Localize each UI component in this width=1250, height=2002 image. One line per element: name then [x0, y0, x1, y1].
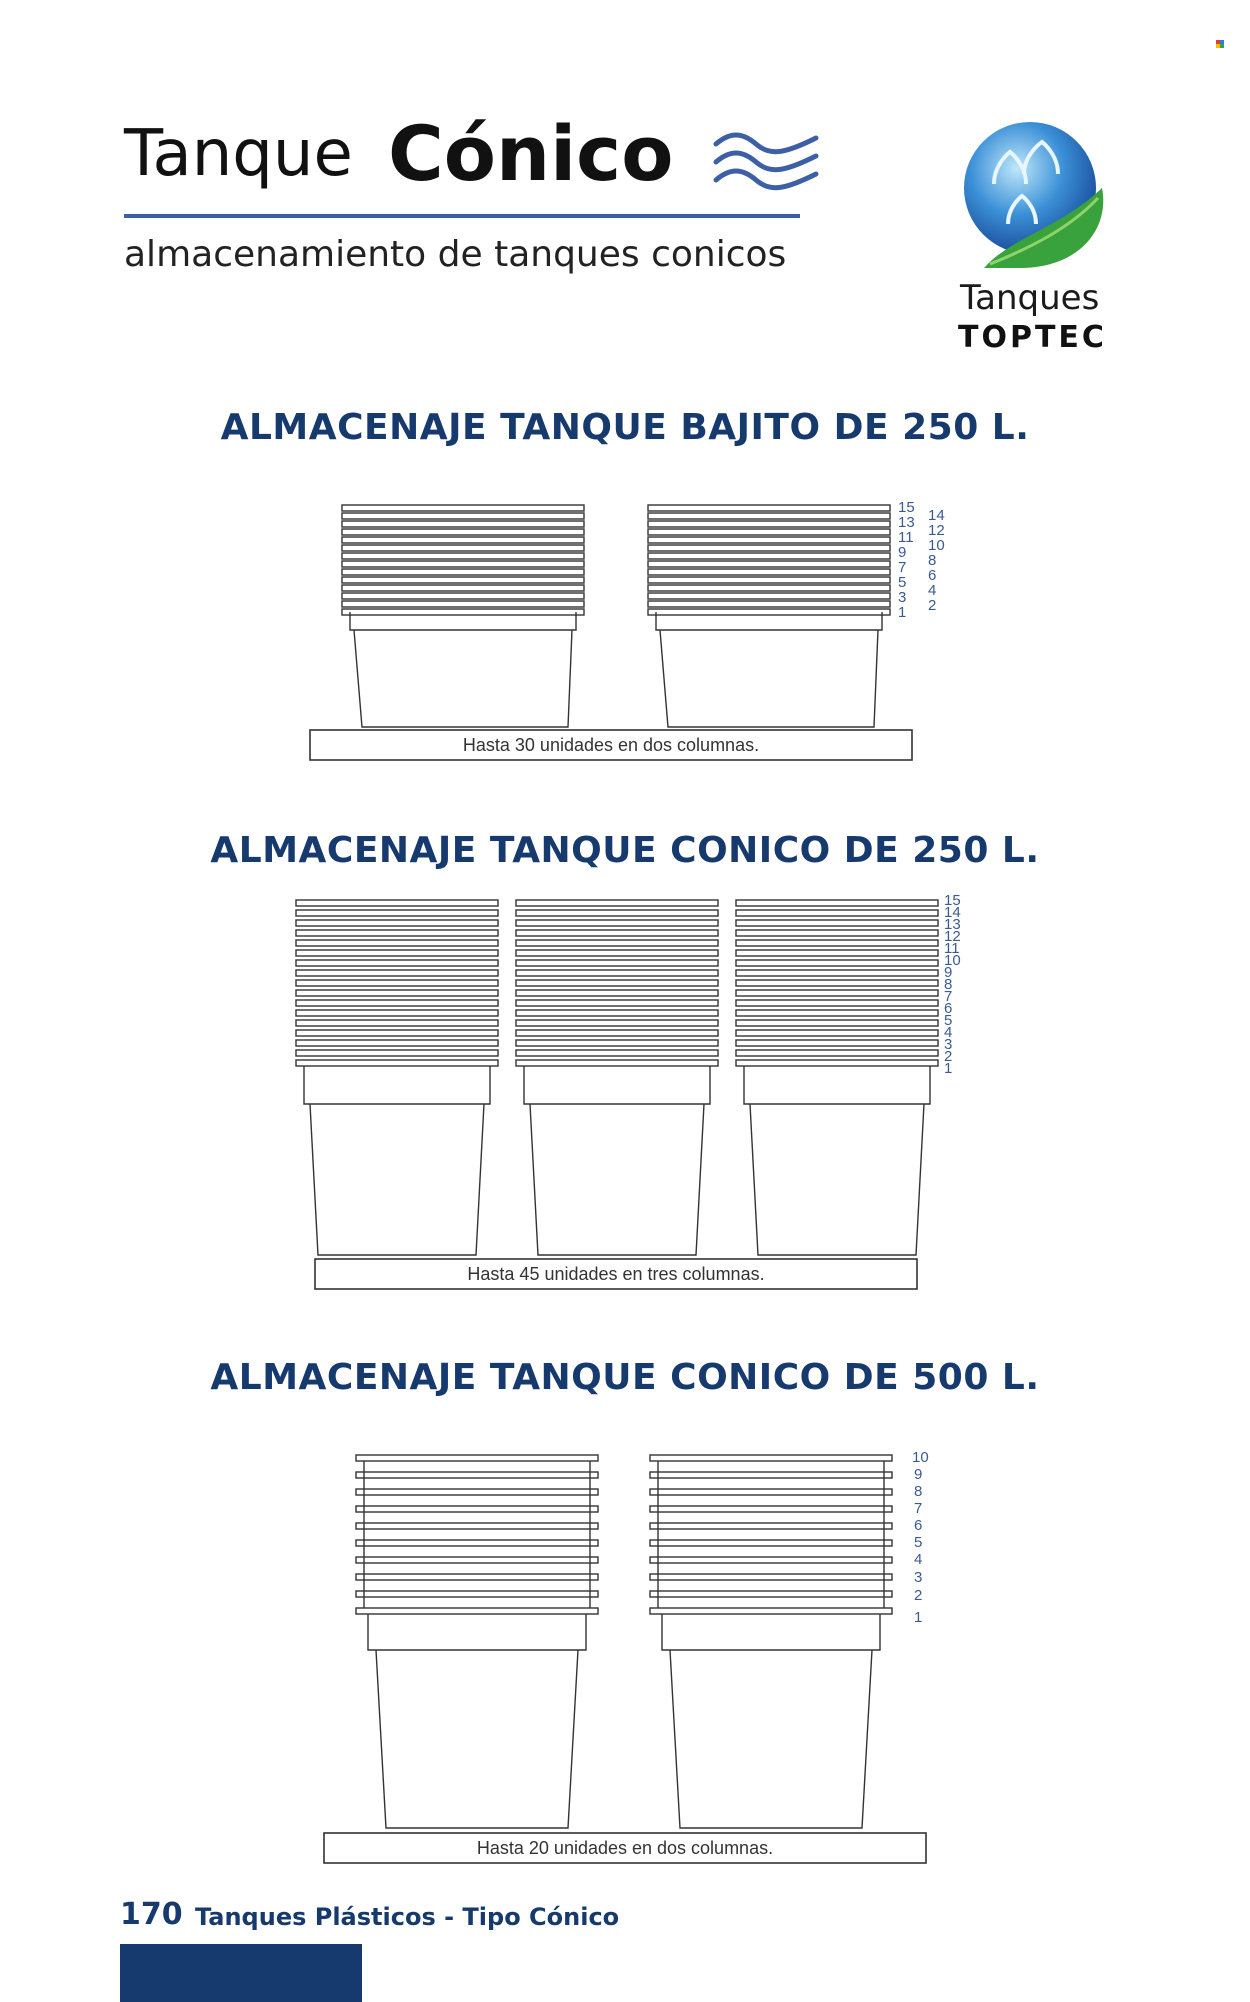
footer-color-bar [120, 1944, 362, 2002]
svg-text:1: 1 [914, 1609, 923, 1626]
caption-conico-500: Hasta 20 unidades en dos columnas. [476, 1838, 774, 1858]
svg-text:12: 12 [928, 522, 945, 539]
svg-text:15: 15 [898, 499, 915, 516]
svg-text:7: 7 [944, 988, 953, 1005]
svg-text:5: 5 [914, 1534, 923, 1551]
svg-text:8: 8 [944, 976, 953, 993]
svg-text:5: 5 [898, 574, 907, 591]
svg-text:3: 3 [914, 1569, 923, 1586]
svg-text:5: 5 [944, 1012, 953, 1029]
svg-text:2: 2 [928, 597, 937, 614]
svg-text:11: 11 [944, 940, 960, 957]
svg-text:10: 10 [928, 537, 945, 554]
svg-text:9: 9 [898, 544, 907, 561]
svg-text:4: 4 [928, 582, 937, 599]
svg-text:10: 10 [944, 952, 961, 969]
svg-text:4: 4 [914, 1551, 923, 1568]
svg-text:1: 1 [944, 1060, 953, 1077]
svg-text:13: 13 [944, 916, 961, 933]
svg-text:14: 14 [944, 904, 961, 921]
svg-text:9: 9 [944, 964, 953, 981]
logo-word-toptec: TOPTEC [958, 320, 1107, 355]
svg-text:11: 11 [898, 529, 914, 546]
svg-text:8: 8 [928, 552, 937, 569]
section-title-conico-250: ALMACENAJE TANQUE CONICO DE 250 L. [210, 830, 1040, 871]
svg-text:14: 14 [928, 507, 945, 524]
page-number: 170 [120, 1897, 183, 1932]
svg-text:2: 2 [914, 1587, 923, 1604]
svg-text:8: 8 [914, 1483, 923, 1500]
section-title-bajito-250: ALMACENAJE TANQUE BAJITO DE 250 L. [220, 407, 1030, 448]
svg-text:6: 6 [928, 567, 937, 584]
svg-text:10: 10 [912, 1449, 929, 1466]
page-title-bold: Cónico [388, 109, 674, 198]
page-subtitle: almacenamiento de tanques conicos [124, 234, 787, 275]
logo-word-tanques: Tanques [960, 278, 1100, 318]
caption-conico-250: Hasta 45 unidades en tres columnas. [467, 1264, 765, 1284]
svg-text:6: 6 [944, 1000, 953, 1017]
svg-text:13: 13 [898, 514, 915, 531]
section-title-conico-500: ALMACENAJE TANQUE CONICO DE 500 L. [210, 1357, 1040, 1398]
svg-text:7: 7 [914, 1500, 923, 1517]
tank-stack-right [650, 1455, 892, 1828]
svg-text:4: 4 [944, 1024, 953, 1041]
footer-section-name: Tanques Plásticos - Tipo Cónico [195, 1903, 620, 1931]
page-title-light: Tanque [124, 117, 353, 191]
svg-text:12: 12 [944, 928, 961, 945]
svg-text:3: 3 [944, 1036, 953, 1053]
svg-text:2: 2 [944, 1048, 953, 1065]
svg-text:15: 15 [944, 892, 961, 909]
svg-text:7: 7 [898, 559, 907, 576]
stack-count-labels [912, 1449, 929, 1626]
caption-bajito-250: Hasta 30 unidades en dos columnas. [462, 735, 760, 755]
svg-text:1: 1 [898, 604, 907, 621]
svg-text:6: 6 [914, 1517, 923, 1534]
svg-text:9: 9 [914, 1466, 923, 1483]
tank-stack-left [356, 1455, 598, 1828]
svg-text:3: 3 [898, 589, 907, 606]
